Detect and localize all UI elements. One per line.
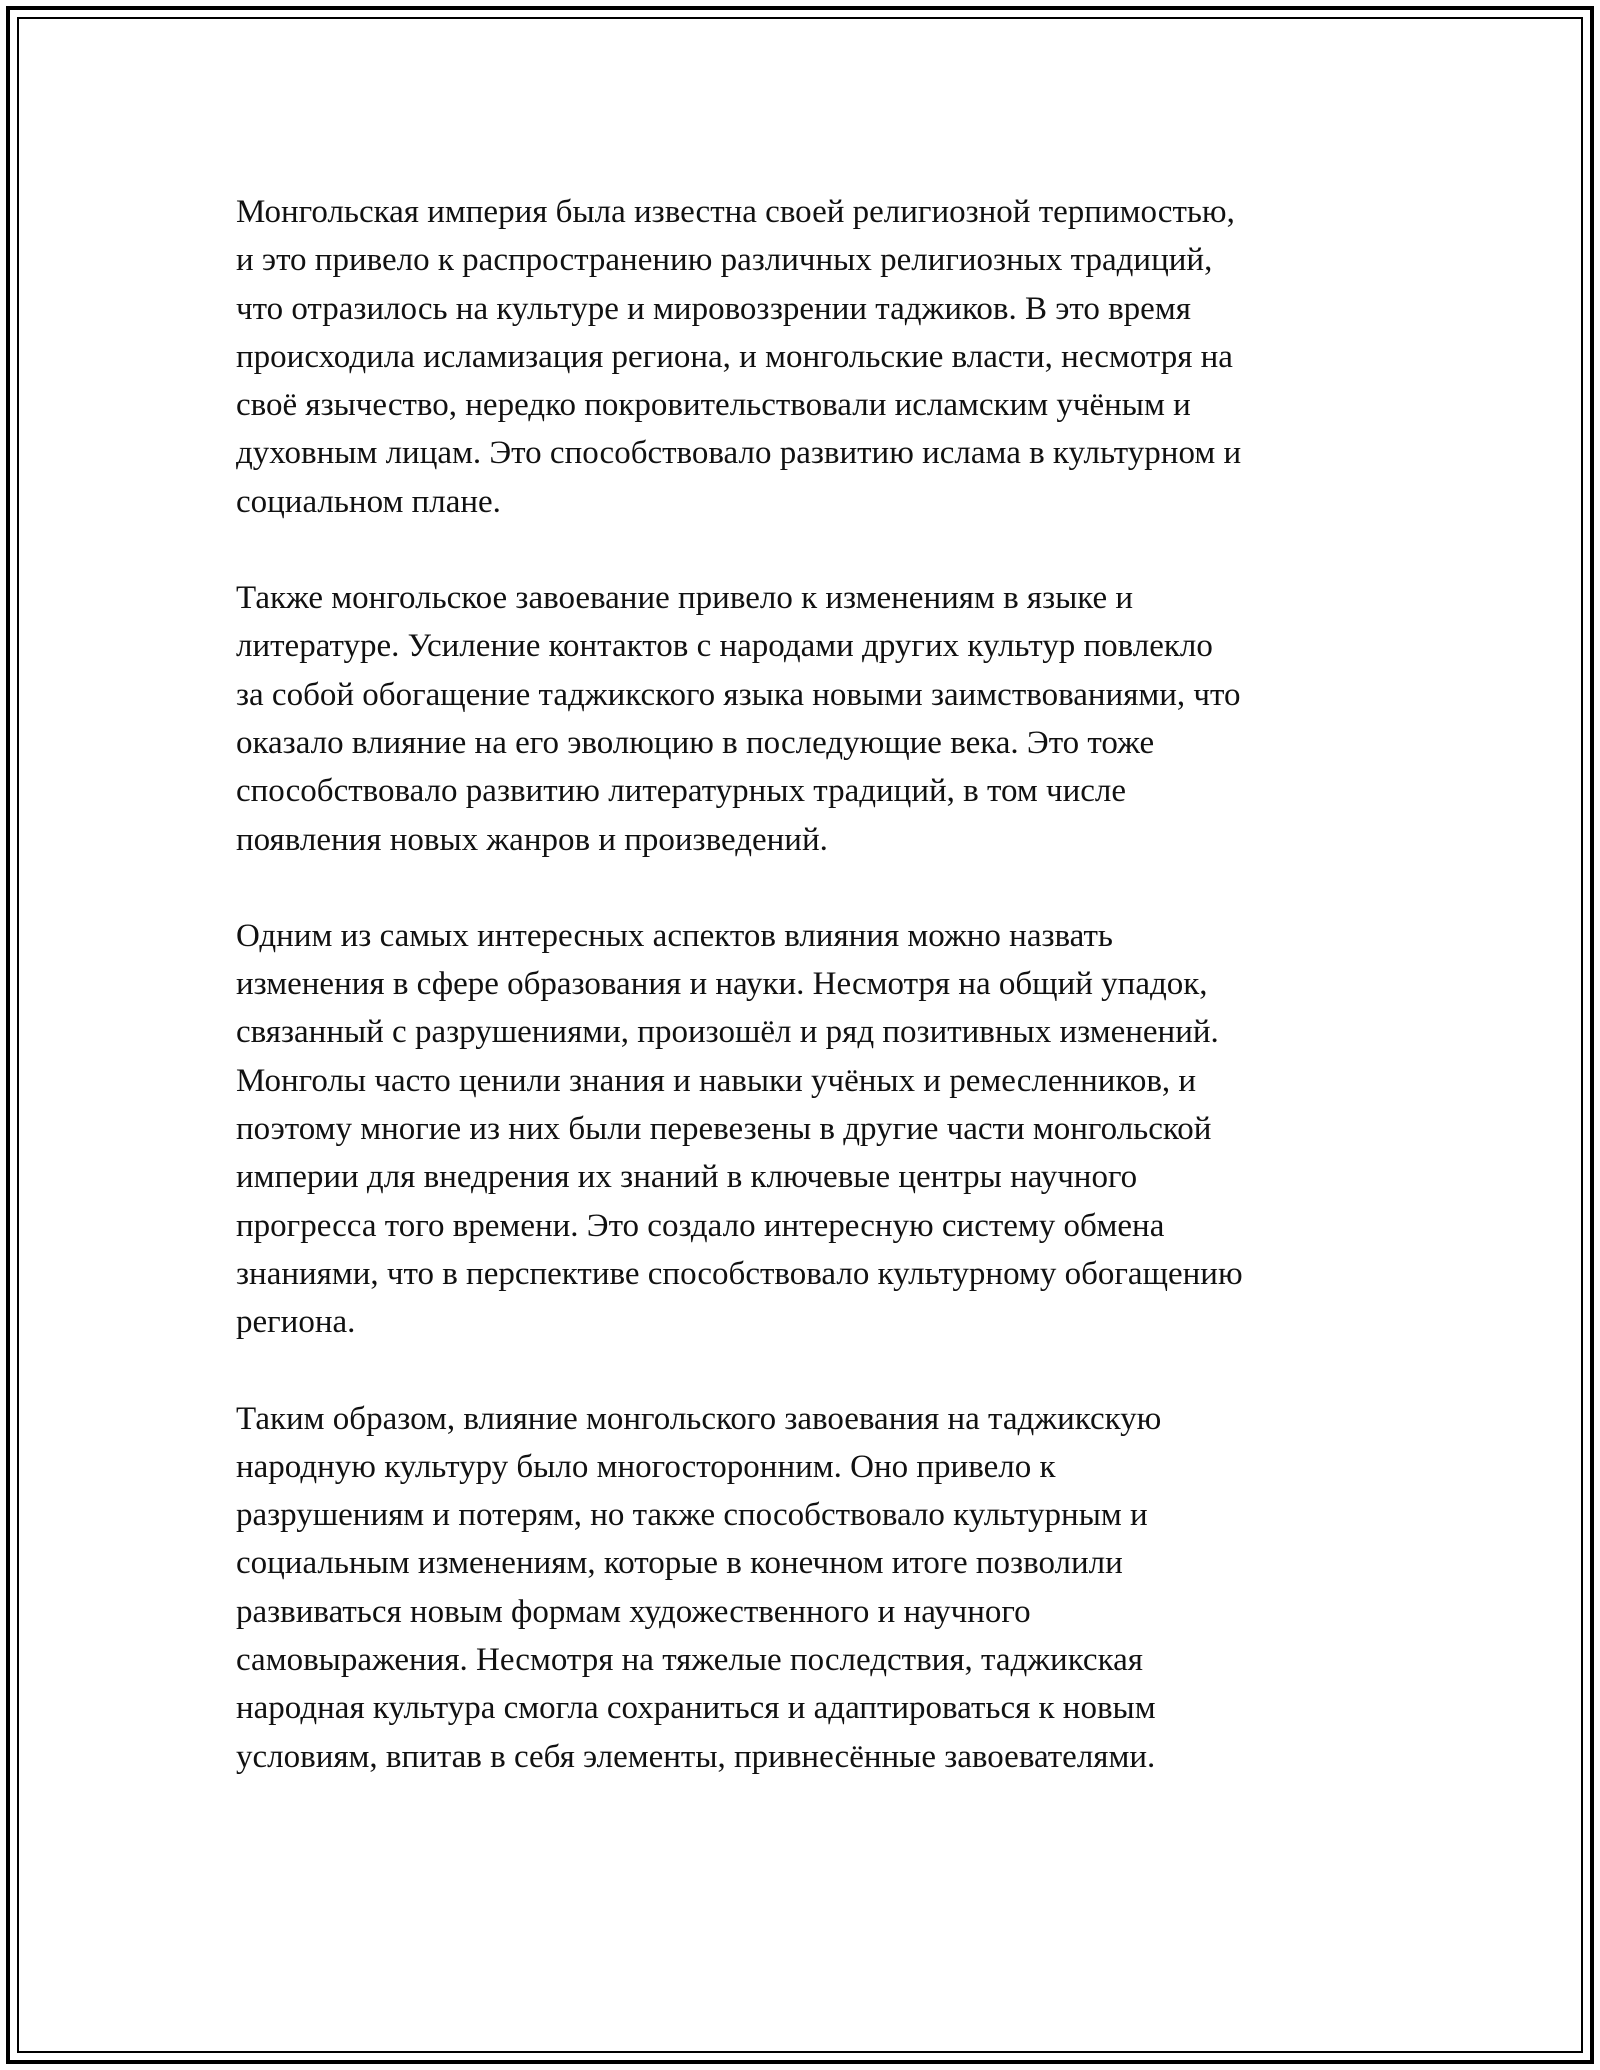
text-line: развиваться новым формам художественного и научного [236, 1593, 1031, 1630]
text-line: разрушениям и потерям, но также способствовало культурным и [236, 1497, 1148, 1534]
text-line: оказало влияние на его эволюцию в последующие века. Это тоже [236, 724, 1155, 761]
text-line: знаниями, что в перспективе способствовало культурному обогащению [236, 1255, 1243, 1292]
text-line: народная культура смогла сохраниться и адаптироваться к новым [236, 1690, 1156, 1727]
text-line: самовыражения. Несмотря на тяжелые последствия, таджикская [236, 1642, 1143, 1679]
text-line: за собой обогащение таджикского языка новыми заимствованиями, что [236, 676, 1241, 713]
text-line: поэтому многие из них были перевезены в другие части монгольской [236, 1111, 1212, 1148]
paragraph-2 [236, 574, 1376, 864]
text-line: происходила исламизация региона, и монгольские власти, несмотря на [236, 338, 1233, 375]
text-line: социальным изменениям, которые в конечном итоге позволили [236, 1545, 1123, 1582]
text-line: Одним из самых интересных аспектов влияния можно назвать [236, 917, 1113, 954]
text-line: способствовало развитию литературных традиций, в том числе [236, 773, 1127, 810]
text-line: литературе. Усиление контактов с народами других культур повлекло [236, 628, 1213, 665]
document-body [236, 188, 1376, 1829]
text-line: что отразилось на культуре и мировоззрении таджиков. В это время [236, 290, 1191, 327]
text-line: появления новых жанров и произведений. [236, 821, 828, 858]
text-line: связанный с разрушениями, произошёл и ряд позитивных изменений. [236, 1014, 1219, 1051]
text-line: прогресса того времени. Это создало интересную систему обмена [236, 1207, 1165, 1244]
paragraph-1 [236, 188, 1376, 526]
text-line: условиям, впитав в себя элементы, привнесённые завоевателями. [236, 1738, 1156, 1775]
text-line: народную культуру было многосторонним. Оно привело к [236, 1448, 1056, 1485]
paragraph-4 [236, 1395, 1376, 1781]
text-line: региона. [236, 1304, 356, 1341]
text-line: империи для внедрения их знаний в ключевые центры научного [236, 1159, 1138, 1196]
text-line: изменения в сфере образования и науки. Несмотря на общий упадок, [236, 966, 1208, 1003]
text-line: социальном плане. [236, 483, 501, 520]
text-line: своё язычество, нередко покровительствовали исламским учёным и [236, 387, 1191, 424]
text-line: Монгольская империя была известна своей религиозной терпимостью, [236, 194, 1235, 230]
text-line: Монголы часто ценили знания и навыки учёных и ремесленников, и [236, 1062, 1197, 1099]
text-line: Также монгольское завоевание привело к изменениям в языке и [236, 580, 1134, 617]
text-line: Таким образом, влияние монгольского завоевания на таджикскую [236, 1400, 1162, 1437]
text-line: духовным лицам. Это способствовало развитию ислама в культурном и [236, 435, 1242, 472]
text-line: и это привело к распространению различных религиозных традиций, [236, 242, 1213, 279]
paragraph-3 [236, 912, 1376, 1347]
